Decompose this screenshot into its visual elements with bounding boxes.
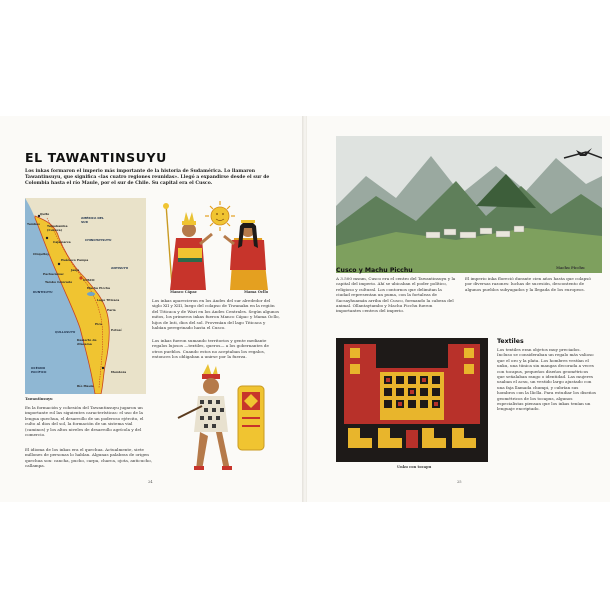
quechua-paragraph: El idioma de los inkas era el quechua. Actualmente, siete millones de personas lo hablan. Algunas palabras de origen quechua son: cancha, pucho, carpa, charca, ojota, anticucho, callampa.: [25, 447, 153, 469]
map-label-qullasuyu: QULLASUYU: [55, 330, 76, 334]
unku-textile-illustration: [336, 338, 488, 462]
machu-picchu-illustration: [336, 136, 602, 273]
map-label-oceano: OCÉANO PACÍFICO: [31, 366, 47, 374]
caption-manco-capac: Manco Cápac: [170, 290, 197, 294]
map-label-mendoza: Mendoza: [111, 370, 127, 374]
manco-capac-mama-ocllo-illustration: [158, 198, 280, 290]
map-label-cusco: CUSCO: [83, 278, 95, 282]
map-label-titicaca: Lago Titicaca: [97, 298, 120, 302]
map-label-potosi: Potosí: [111, 328, 122, 332]
map-label-chiquitoy: Chiquitoy: [33, 252, 50, 256]
map-illustration: [25, 198, 146, 394]
map-label-pica: Pica: [95, 322, 103, 326]
tawantinsuyu-map: [25, 198, 146, 394]
cohesion-paragraph: En la formación y cohesión del Tawantinsuyu jugaron un importante rol las siguientes características: el uso de la lengua quechua, el desarrollo de un poderoso ejército, el culto al dios del sol, la formación de un sistema vial (caminos) y los altos niveles de desarrollo agrícola y del comercio.: [25, 405, 144, 438]
map-label-america: AMÉRICA DEL SUR: [81, 216, 104, 224]
map-label-maule: Río Maule: [77, 384, 94, 388]
caption-mama-ocllo: Mama Ocllo: [244, 290, 269, 294]
textile-caption: Unku con tocapu: [397, 465, 432, 469]
map-label-tambo: Tambo Colorado: [45, 280, 73, 284]
section-empire-fall-text: El imperio inka floreció durante cien años hasta que colapsó por diversas razones: luchas de sucesión, descontento de algunos pueblos subyugados y la llegada de los europeos.: [465, 276, 591, 292]
origin-paragraph: Los inkas aparecieron en los Andes del sur alrededor del siglo XII y XIII, luego del colapso de Tiwanaku en la región del Titicaca y de Wari en los Andes Centrales. Según algunos mitos, los primeros inkas fueron Manco Cápac y Mama Ocllo, hijos de Inti, dios del sol. Provenían del lago Titicaca y habían peregrinado hasta el Cusco.: [152, 298, 280, 331]
section-textiles-text: Los textiles eran objetos muy preciados. Incluso se consideraban un regalo más valioso que el oro y la plata. Los hombres vestían el unku, una túnica sin mangas decorada a veces con tocapus, pequeños diseños geométricos que señalaban rango o identidad. Las mujeres usaban el acsu, un vestido largo ajustado con una faja llamada chumpi, y cubrían sus hombros con la lliclla. Para estudiar los diseños geométricos de los tocapus, algunos especialistas piensan que los inkas tenían un lenguaje encriptado.: [497, 347, 597, 412]
map-label-quito: Quito: [40, 212, 50, 216]
map-label-huanuco: Huánuco Pampa: [61, 258, 89, 262]
left-page: [0, 116, 303, 502]
page-title: EL TAWANTINSUYU: [25, 150, 167, 165]
map-label-antisuyu: ANTISUYU: [111, 266, 129, 270]
map-label-chinchaysuyu: CHINCHAYSUYU: [85, 238, 112, 242]
right-page: [307, 116, 610, 502]
map-label-paria: Paria: [107, 308, 116, 312]
inka-warrior-illustration: [172, 362, 282, 478]
map-label-jauja: Jauja: [71, 268, 80, 272]
section-textiles-title: Textiles: [497, 338, 524, 345]
right-page-number: 25: [457, 480, 462, 484]
map-label-pachacamac: Pachacámac: [43, 272, 64, 276]
section-cusco-title: Cusco y Machu Picchu: [336, 267, 413, 274]
machu-picchu-caption: Machu Picchu: [556, 266, 585, 270]
sun-icon: [205, 201, 235, 231]
left-page-number: 24: [148, 480, 153, 484]
section-cusco-text: A 3.500 msnm, Cusco era el centro del Tawantinsuyu y la capital del imperio. Ahí se ubicaban el poder político, religioso y cultural. Los contornos que delimitan la ciudad representan un puma, con la fortaleza de Sacsayhuamán arriba del Cusco, formando la cabeza del animal. Ollantaytambo y Machu Picchu fueron importantes centros del imperio.: [336, 276, 456, 314]
map-label-machu-picchu: Machu Picchu: [87, 286, 111, 290]
expansion-paragraph: Los inkas fueron sumando territorios y gente mediante regalos lujosos —textiles, queros— a los gobernantes de otros pueblos. Cuando estos no aceptaban los regalos, entonces los obligaban a unirse por la fuerza.: [152, 338, 269, 360]
map-label-tumbes: Tumbes: [27, 222, 40, 226]
map-label-desierto: Desierto de Atacama: [77, 338, 97, 346]
map-label-kuntisuyu: KUNTISUYU: [33, 290, 53, 294]
map-caption: Tawantinsuyu: [25, 397, 53, 401]
intro-paragraph: Los inkas formaron el imperio más importante de la historia de Sudamérica. Lo llamaron Tawantinsuyu, que significa «las cuatro regiones reunidas». Llegó a expandirse desde el sur de Colombia hasta el río Maule, por el sur de Chile. Su capital era el Cusco.: [25, 169, 270, 187]
map-label-tumebamba: Tumebamba (Cuenca): [47, 224, 68, 232]
map-label-cajamarca: Cajamarca: [53, 240, 71, 244]
